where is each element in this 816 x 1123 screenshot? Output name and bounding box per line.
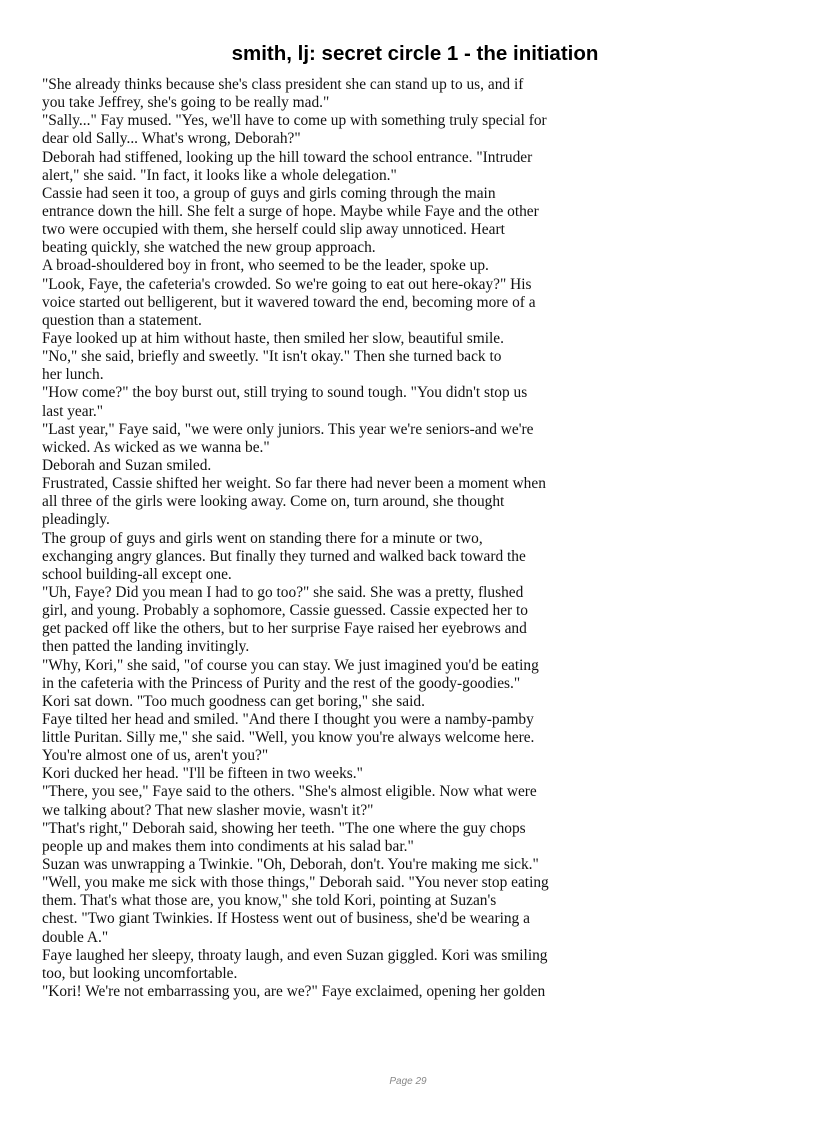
text-line: we talking about? That new slasher movie, wasn't it?" — [42, 801, 374, 819]
text-line: The group of guys and girls went on standing there for a minute or two, — [42, 529, 483, 547]
text-line: then patted the landing invitingly. — [42, 638, 250, 656]
text-line: You're almost one of us, aren't you?" — [42, 747, 269, 765]
text-line: two were occupied with them, she herself could slip away unnoticed. Heart — [42, 221, 505, 239]
text-line: dear old Sally... What's wrong, Deborah?" — [42, 130, 301, 148]
text-line: school building-all except one. — [42, 565, 232, 583]
text-line: exchanging angry glances. But finally they turned and walked back toward the — [42, 547, 526, 565]
text-line: Faye laughed her sleepy, throaty laugh, and even Suzan giggled. Kori was smiling — [42, 946, 548, 964]
text-line: her lunch. — [42, 366, 104, 384]
text-line: "Last year," Faye said, "we were only juniors. This year we're seniors-and we're — [42, 420, 534, 438]
text-line: Deborah and Suzan smiled. — [42, 456, 212, 474]
text-line: Deborah had stiffened, looking up the hill toward the school entrance. "Intruder — [42, 148, 533, 166]
text-line: Cassie had seen it too, a group of guys and girls coming through the main — [42, 184, 496, 202]
text-line: Suzan was unwrapping a Twinkie. "Oh, Deborah, don't. You're making me sick." — [42, 856, 539, 874]
text-line: pleadingly. — [42, 511, 110, 529]
page-number: Page 29 — [389, 1076, 427, 1087]
page-title: smith, lj: secret circle 1 - the initiation — [231, 42, 599, 65]
text-line: double A." — [42, 928, 109, 946]
text-line: girl, and young. Probably a sophomore, Cassie guessed. Cassie expected her to — [42, 602, 528, 620]
text-line: Frustrated, Cassie shifted her weight. So far there had never been a moment when — [42, 475, 546, 493]
text-line: in the cafeteria with the Princess of Purity and the rest of the goody-goodies." — [42, 674, 521, 692]
text-line: chest. "Two giant Twinkies. If Hostess went out of business, she'd be wearing a — [42, 910, 530, 928]
text-line: Kori sat down. "Too much goodness can get boring," she said. — [42, 692, 425, 710]
text-line: "There, you see," Faye said to the others. "She's almost eligible. Now what were — [42, 783, 537, 801]
text-line: beating quickly, she watched the new group approach. — [42, 239, 376, 257]
text-line: "Look, Faye, the cafeteria's crowded. So we're going to eat out here-okay?" His — [42, 275, 532, 293]
body-text — [42, 76, 602, 1001]
text-line: too, but looking uncomfortable. — [42, 964, 238, 982]
text-line: "Sally..." Fay mused. "Yes, we'll have to come up with something truly special for — [42, 112, 547, 130]
text-line: "Uh, Faye? Did you mean I had to go too?" she said. She was a pretty, flushed — [42, 583, 524, 601]
text-line: wicked. As wicked as we wanna be." — [42, 438, 270, 456]
text-line: alert," she said. "In fact, it looks like a whole delegation." — [42, 166, 397, 184]
text-line: "She already thinks because she's class president she can stand up to us, and if — [42, 76, 524, 93]
text-line: question than a statement. — [42, 311, 202, 329]
text-line: all three of the girls were looking away. Come on, turn around, she thought — [42, 493, 505, 511]
text-line: Kori ducked her head. "I'll be fifteen in two weeks." — [42, 765, 363, 783]
text-line: "That's right," Deborah said, showing her teeth. "The one where the guy chops — [42, 819, 526, 837]
text-line: you take Jeffrey, she's going to be really mad." — [42, 94, 330, 112]
text-line: voice started out belligerent, but it wavered toward the end, becoming more of a — [42, 293, 536, 311]
text-line: Faye tilted her head and smiled. "And there I thought you were a namby-pamby — [42, 710, 534, 728]
text-line: them. That's what those are, you know," she told Kori, pointing at Suzan's — [42, 892, 497, 910]
text-line: "No," she said, briefly and sweetly. "It isn't okay." Then she turned back to — [42, 348, 502, 366]
text-line: last year." — [42, 402, 103, 420]
text-line: "Kori! We're not embarrassing you, are we?" Faye exclaimed, opening her golden — [42, 983, 546, 1001]
text-line: get packed off like the others, but to her surprise Faye raised her eyebrows and — [42, 620, 527, 638]
text-line: A broad-shouldered boy in front, who seemed to be the leader, spoke up. — [42, 257, 489, 275]
text-line: "Why, Kori," she said, "of course you can stay. We just imagined you'd be eating — [42, 656, 539, 674]
text-line: little Puritan. Silly me," she said. "Well, you know you're always welcome here. — [42, 729, 535, 747]
text-line: entrance down the hill. She felt a surge of hope. Maybe while Faye and the other — [42, 202, 539, 220]
text-line: "Well, you make me sick with those things," Deborah said. "You never stop eating — [42, 874, 549, 892]
text-line: Faye looked up at him without haste, then smiled her slow, beautiful smile. — [42, 329, 504, 347]
text-line: "How come?" the boy burst out, still trying to sound tough. "You didn't stop us — [42, 384, 528, 402]
text-line: people up and makes them into condiments at his salad bar." — [42, 837, 414, 855]
